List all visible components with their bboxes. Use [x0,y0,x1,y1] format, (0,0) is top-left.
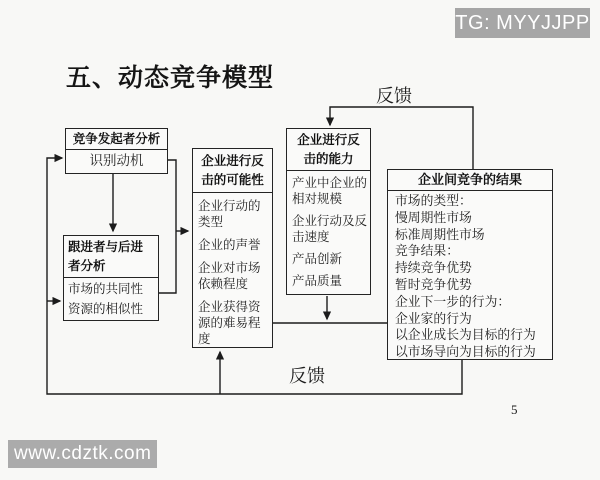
box-item: 企业对市场依赖程度 [198,261,261,291]
box-competition-initiator [65,128,168,174]
box-competition-result [387,169,553,360]
box-item: 产业中企业的相对规模 [292,176,368,206]
box-item: 暂时竞争优势 [395,276,472,292]
box-header: 企业间竞争的结果 [388,170,552,191]
box-item: 识别动机 [89,153,144,168]
watermark-badge: www.cdztk.com [8,440,157,468]
box-item: 竞争结果： [395,243,459,259]
box-follower-analysis [63,235,159,321]
box-item: 企业的声誉 [198,238,261,252]
box-header: 企业进行反击的可能性 [193,149,272,193]
box-item: 产品创新 [292,252,343,266]
box-item: 企业获得资源的难易程度 [198,300,261,346]
page-number: 5 [511,402,518,417]
box-header: 竞争发起者分析 [66,129,167,150]
box-item: 以企业成长为目标的行为 [395,327,536,343]
box-item: 市场的共同性 [68,282,144,296]
box-counterattack-capability [286,128,371,295]
box-item: 企业家的行为 [395,310,472,326]
box-item: 资源的相似性 [68,302,144,316]
box-item: 持续竞争优势 [395,260,472,276]
box-header: 跟进者与后进者分析 [64,236,158,278]
feedback-label-bottom: 反馈 [289,366,325,386]
box-item: 产品质量 [292,274,343,288]
box-counterattack-possibility [192,148,273,348]
connector-left-boxes-merge [159,160,176,293]
slide-title: 五、动态竞争模型 [66,64,275,92]
box-item: 企业行动及反击速度 [292,214,368,244]
box-header: 企业进行反击的能力 [287,129,370,171]
box-item: 企业下一步的行为： [395,293,511,309]
box-item: 企业行动的类型 [198,199,261,229]
tg-watermark-badge: TG: MYYJJPP [455,8,590,38]
feedback-label-top: 反馈 [376,86,412,106]
box-item: 市场的类型： [395,193,472,208]
box-item: 以市场导向为目标的行为 [395,344,536,360]
box-item: 标准周期性市场 [395,226,485,242]
box-item: 慢周期性市场 [395,209,472,225]
